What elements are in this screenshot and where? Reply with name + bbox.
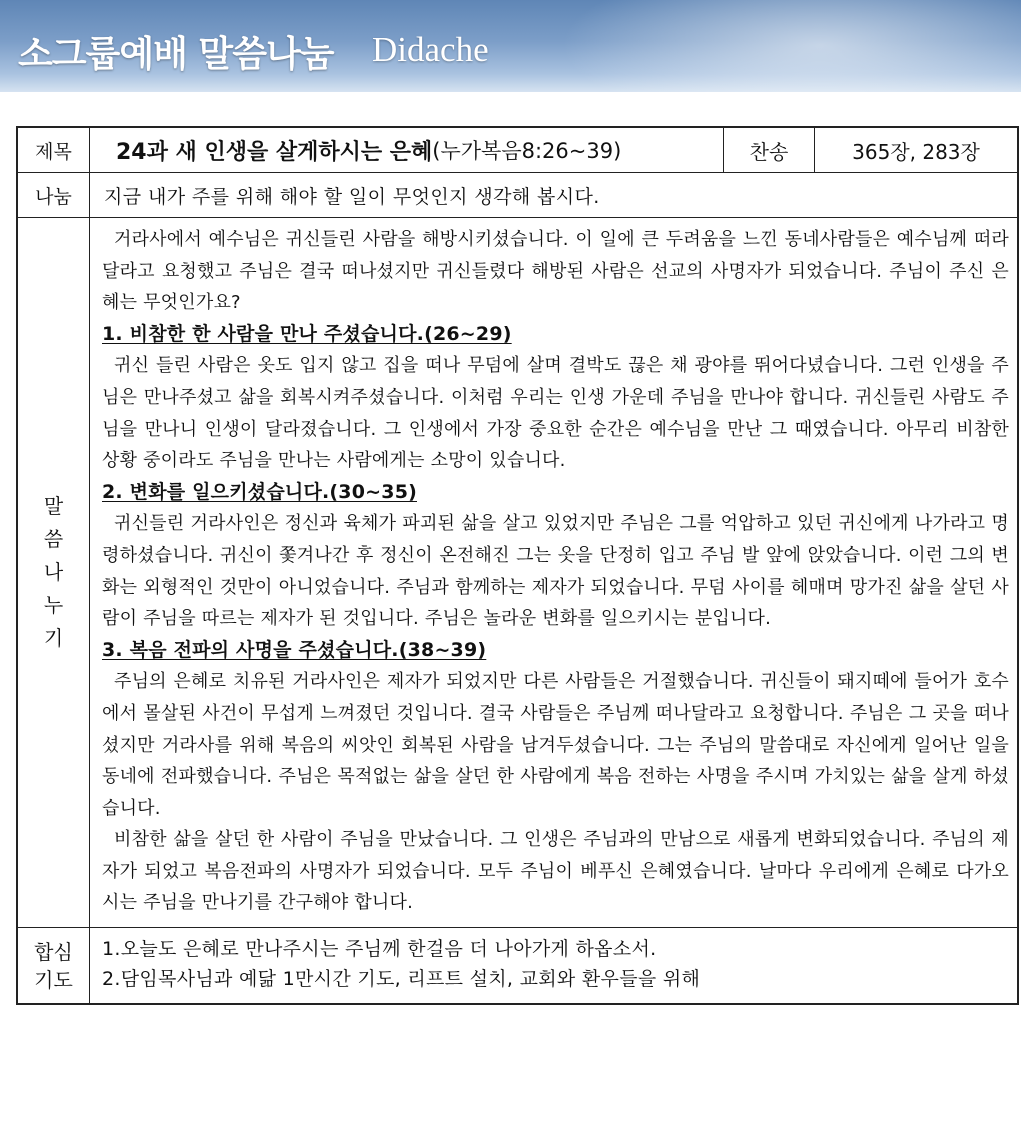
prayer-item: 2.담임목사님과 예닮 1만시간 기도, 리프트 설치, 교회와 환우들을 위해 — [102, 968, 701, 991]
message-body — [90, 218, 1017, 927]
banner-subtitle: Didache — [372, 30, 489, 69]
title-row — [18, 128, 1017, 173]
message-label-char: 나 — [43, 560, 64, 585]
message-label — [18, 218, 90, 927]
lesson-title — [90, 128, 724, 172]
header-banner — [0, 0, 1021, 92]
prayer-item: 1.오늘도 은혜로 만나주시는 주님께 한걸음 더 나아가게 하옵소서. — [102, 938, 657, 961]
point1-paragraph: 귀신 들린 사람은 옷도 입지 않고 집을 떠나 무덤에 살며 결박도 끊은 채 광야를 뛰어다녔습니다. 그런 인생을 주님은 만나주셨고 삶을 회복시켜주셨습니다. 이처럼 우리는 인생 가운데 주님을 만나야 합니다. 귀신들린 사람도 주님을 만나니 인생이 달라졌습니다. 그 인생에서 가장 중요한 순간은 예수님을 만난 그 때였습니다. 아무리 비참한 상황 중이라도 주님을 만나는 사람에게는 소망이 있습니다. — [102, 355, 1009, 472]
prayer-label-line: 기도 — [34, 967, 73, 992]
lesson-title-main: 24과 새 인생을 살게하시는 은혜 — [116, 139, 433, 165]
message-row — [18, 218, 1017, 928]
message-label-char: 씀 — [43, 527, 64, 552]
message-label-char: 말 — [43, 494, 64, 519]
share-label: 나눔 — [18, 173, 90, 217]
message-label-char: 누 — [43, 593, 64, 618]
hymn-value: 365장, 283장 — [852, 139, 980, 164]
point3-paragraph: 주님의 은혜로 치유된 거라사인은 제자가 되었지만 다른 사람들은 거절했습니다. 귀신들이 돼지떼에 들어가 호수에서 몰살된 사건이 무섭게 느껴졌던 것입니다. 결국 사람들은 주님께 떠나달라고 요청합니다. 주님은 그 곳을 떠나셨지만 거라사를 위해 복음의 씨앗인 회복된 사람을 남겨두셨습니다. 그는 주님의 말씀대로 자신에게 일어난 일을 동네에 전파했습니다. 주님은 목적없는 삶을 살던 한 사람에게 복음 전하는 사명을 주시며 가치있는 삶을 살게 하셨습니다. — [102, 671, 1009, 819]
hymn-label: 찬송 — [724, 128, 815, 172]
point3-heading: 3. 복음 전파의 사명을 주셨습니다.(38~39) — [102, 638, 487, 661]
banner-title: 소그룹예배 말씀나눔 — [18, 34, 334, 75]
prayer-label-line: 합심 — [34, 939, 73, 964]
point1-heading: 1. 비참한 한 사람을 만나 주셨습니다.(26~29) — [102, 322, 512, 345]
banner-glow — [560, 0, 1021, 92]
prayer-list — [90, 928, 1017, 1003]
share-question: 지금 내가 주를 위해 해야 할 일이 무엇인지 생각해 봅시다. — [104, 185, 600, 208]
prayer-label — [18, 928, 90, 1003]
title-label: 제목 — [18, 128, 90, 172]
point2-heading: 2. 변화를 일으키셨습니다.(30~35) — [102, 480, 417, 503]
prayer-row — [18, 928, 1017, 1003]
message-label-char: 기 — [43, 626, 64, 651]
worksheet-table — [16, 126, 1019, 1005]
intro-paragraph: 거라사에서 예수님은 귀신들린 사람을 해방시키셨습니다. 이 일에 큰 두려움을 느낀 동네사람들은 예수님께 떠라 달라고 요청했고 주님은 결국 떠나셨지만 귀신들렸다 해방된 사람은 선교의 사명자가 되었습니다. 주님이 주신 은혜는 무엇인가요? — [102, 229, 1009, 314]
conclusion-paragraph: 비참한 삶을 살던 한 사람이 주님을 만났습니다. 그 인생은 주님과의 만남으로 새롭게 변화되었습니다. 주님의 제자가 되었고 복음전파의 사명자가 되었습니다. 모두 주님이 베푸신 은혜였습니다. 날마다 우리에게 은혜로 다가오시는 주님을 만나기를 간구해야 합니다. — [102, 829, 1009, 914]
lesson-scripture-ref: (누가복음8:26~39) — [432, 139, 622, 163]
share-row — [18, 173, 1017, 218]
point2-paragraph: 귀신들린 거라사인은 정신과 육체가 파괴된 삶을 살고 있었지만 주님은 그를 억압하고 있던 귀신에게 나가라고 명령하셨습니다. 귀신이 쫓겨나간 후 정신이 온전해진 그는 옷을 단정히 입고 주님 발 앞에 앉았습니다. 이런 그의 변화는 외형적인 것만이 아니었습니다. 주님과 함께하는 제자가 되었습니다. 무덤 사이를 헤매며 망가진 삶을 살던 사람이 주님을 따르는 제자가 된 것입니다. 주님은 놀라운 변화를 일으키시는 분입니다. — [102, 513, 1009, 630]
